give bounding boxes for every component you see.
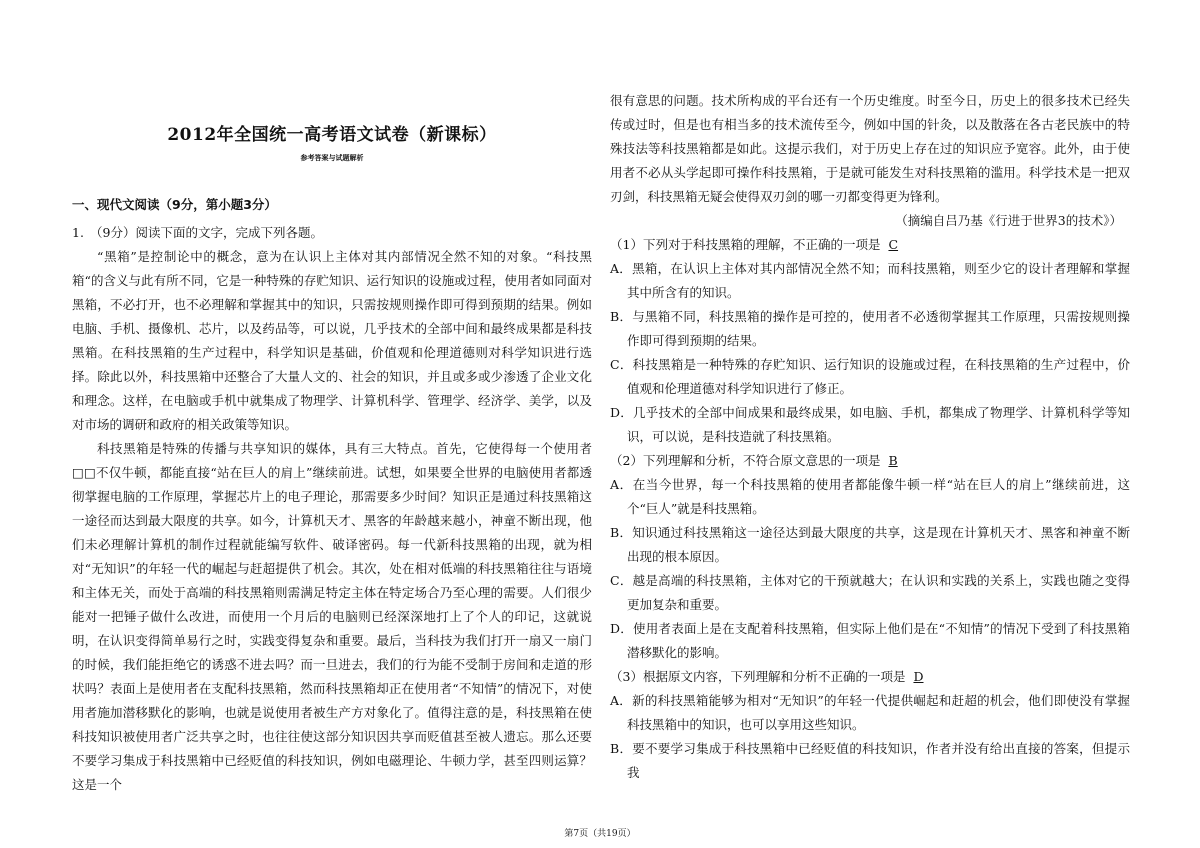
page-footer: 第7页（共19页）: [564, 829, 636, 839]
question-intro: [72, 221, 592, 245]
question-3-stem: （3）根据原文内容，下列理解和分析不正确的一项是 D: [610, 665, 1130, 689]
question-1-option-b: B．与黑箱不同，科技黑箱的操作是可控的，使用者不必透彻掌握其工作原理，只需按规则操作即可得到预期的结果。: [610, 309, 1130, 348]
question-2-answer: B: [888, 453, 898, 468]
question-2-option-c: C．越是高端的科技黑箱，主体对它的干预就越大；在认识和实践的关系上，实践也随之变得更加复杂和重要。: [610, 573, 1130, 612]
reading-passage: [72, 221, 592, 797]
passage-source: （摘编自吕乃基《行进于世界3的技术》）: [895, 213, 1122, 228]
question-1-option-c: C．科技黑箱是一种特殊的存贮知识、运行知识的设施或过程，在科技黑箱的生产过程中，价值观和伦理道德对科学知识进行了修正。: [610, 357, 1130, 396]
question-2: [610, 449, 1130, 665]
right-content: [610, 89, 1130, 785]
passage-paragraph-1: “黑箱”是控制论中的概念，意为在认识上主体对其内部情况全然不知的对象。“科技黑箱“的含义与此有所不同，它是一种特殊的存贮知识、运行知识的设施或过程，使用者如同面对黑箱，不必打开，也不必理解和掌握其中的知识，只需按规则操作即可得到预期的结果。例如电脑、手机、摄像机、芯片，以及药品等，可以说，几乎技术的全部中间和最终成果都是科技黑箱。在科技黑箱的生产过程中，科学知识是基础，价值观和伦理道德则对科学知识进行选择。除此以外，科技黑箱中还整合了大量人文的、社会的知识，并且或多或少渗透了企业文化和理念。这样，在电脑或手机中就集成了物理学、计算机科学、管理学、经济学、美学，以及对市场的调研和政府的相关政策等知识。: [72, 249, 592, 432]
question-2-option-d: D．使用者表面上是在支配着科技黑箱，但实际上他们是在“不知情”的情况下受到了科技黑箱潜移默化的影响。: [610, 621, 1130, 660]
question-2-stem: （2）下列理解和分析，不符合原文意思的一项是 B: [610, 449, 1130, 473]
question-1-option-a: A．黑箱，在认识上主体对其内部情况全然不知；而科技黑箱，则至少它的设计者理解和掌握其中所含有的知识。: [610, 261, 1130, 300]
document-subtitle: 参考答案与试题解析: [300, 153, 364, 162]
question-3-option-b: B．要不要学习集成于科技黑箱中已经贬值的科技知识，作者并没有给出直接的答案，但提示我: [610, 741, 1130, 780]
question-1: [610, 233, 1130, 449]
passage-paragraph-2: 科技黑箱是特殊的传播与共享知识的媒体，具有三大特点。首先，它使得每一个使用者□□不仅牛顿，都能直接“站在巨人的肩上”继续前进。试想，如果要全世界的电脑使用者都透彻掌握电脑的工作原理，掌握芯片上的电子理论，那需要多少时间？知识正是通过科技黑箱这一途径而达到最大限度的共享。如今，计算机天才、黑客的年龄越来越小，神童不断出现，他们未必理解计算机的制作过程就能编写软件、破译密码。每一代新科技黑箱的出现，就为相对“无知识”的年轻一代的崛起与赶超提供了机会。其次，处在相对低端的科技黑箱往往与语境和主体无关，而处于高端的科技黑箱则需满足特定主体在特定场合乃至心理的需要。人们很少能对一把锤子做什么改进，而使用一个月后的电脑则已经深深地打上了个人的印记，这就说明，在认识变得简单易行之时，实践变得复杂和重要。最后，当科技为我们打开一扇又一扇门的时候，我们能拒绝它的诱惑不进去吗？而一旦进去，我们的行为能不受制于房间和走道的形状吗？表面上是使用者在支配科技黑箱，然而科技黑箱却正在使用者“不知情”的情况下，对使用者施加潜移默化的影响，也就是说使用者被生产方对象化了。值得注意的是，科技黑箱在使科技知识被使用者广泛共享之时，也往往使这部分知识因共享而贬值甚至被人遗忘。那么还要不要学习集成于科技黑箱中已经贬值的科技知识，例如电磁理论、牛顿力学，甚至四则运算？这是一个: [72, 441, 592, 792]
question-3: [610, 665, 1130, 785]
section-heading: 一、现代文阅读（9分，第小题3分）: [72, 197, 277, 212]
question-intro-text: （9分）阅读下面的文字，完成下列各题。: [90, 225, 323, 240]
document-title: 2012年全国统一高考语文试卷（新课标）: [167, 125, 497, 145]
question-2-option-b: B．知识通过科技黑箱这一途径达到最大限度的共享，这是现在计算机天才、黑客和神童不断出现的根本原因。: [610, 525, 1130, 564]
question-number: 1.: [72, 225, 84, 240]
question-2-option-a: A．在当今世界，每一个科技黑箱的使用者都能像牛顿一样“站在巨人的肩上”继续前进，这个“巨人”就是科技黑箱。: [610, 477, 1130, 516]
passage-continuation: 很有意思的问题。技术所构成的平台还有一个历史维度。时至今日，历史上的很多技术已经失传或过时，但是也有相当多的技术流传至今，例如中国的针灸，以及散落在各古老民族中的特殊技法等科技黑箱都是如此。这提示我们，对于历史上存在过的知识应予宽容。此外，由于使用者不必从头学起即可操作科技黑箱，于是就可能发生对科技黑箱的滥用。科学技术是一把双刃剑，科技黑箱无疑会使得双刃剑的哪一刃都变得更为锋利。: [610, 93, 1130, 204]
question-1-option-d: D．几乎技术的全部中间成果和最终成果，如电脑、手机，都集成了物理学、计算机科学等知识，可以说，是科技造就了科技黑箱。: [610, 405, 1130, 444]
question-3-option-a: A．新的科技黑箱能够为相对“无知识”的年轻一代提供崛起和赶超的机会，他们即使没有掌握科技黑箱中的知识，也可以享用这些知识。: [610, 693, 1130, 732]
question-1-answer: C: [888, 237, 899, 252]
question-1-stem: （1）下列对于科技黑箱的理解，不正确的一项是 C: [610, 233, 1130, 257]
question-3-answer: D: [913, 669, 924, 684]
